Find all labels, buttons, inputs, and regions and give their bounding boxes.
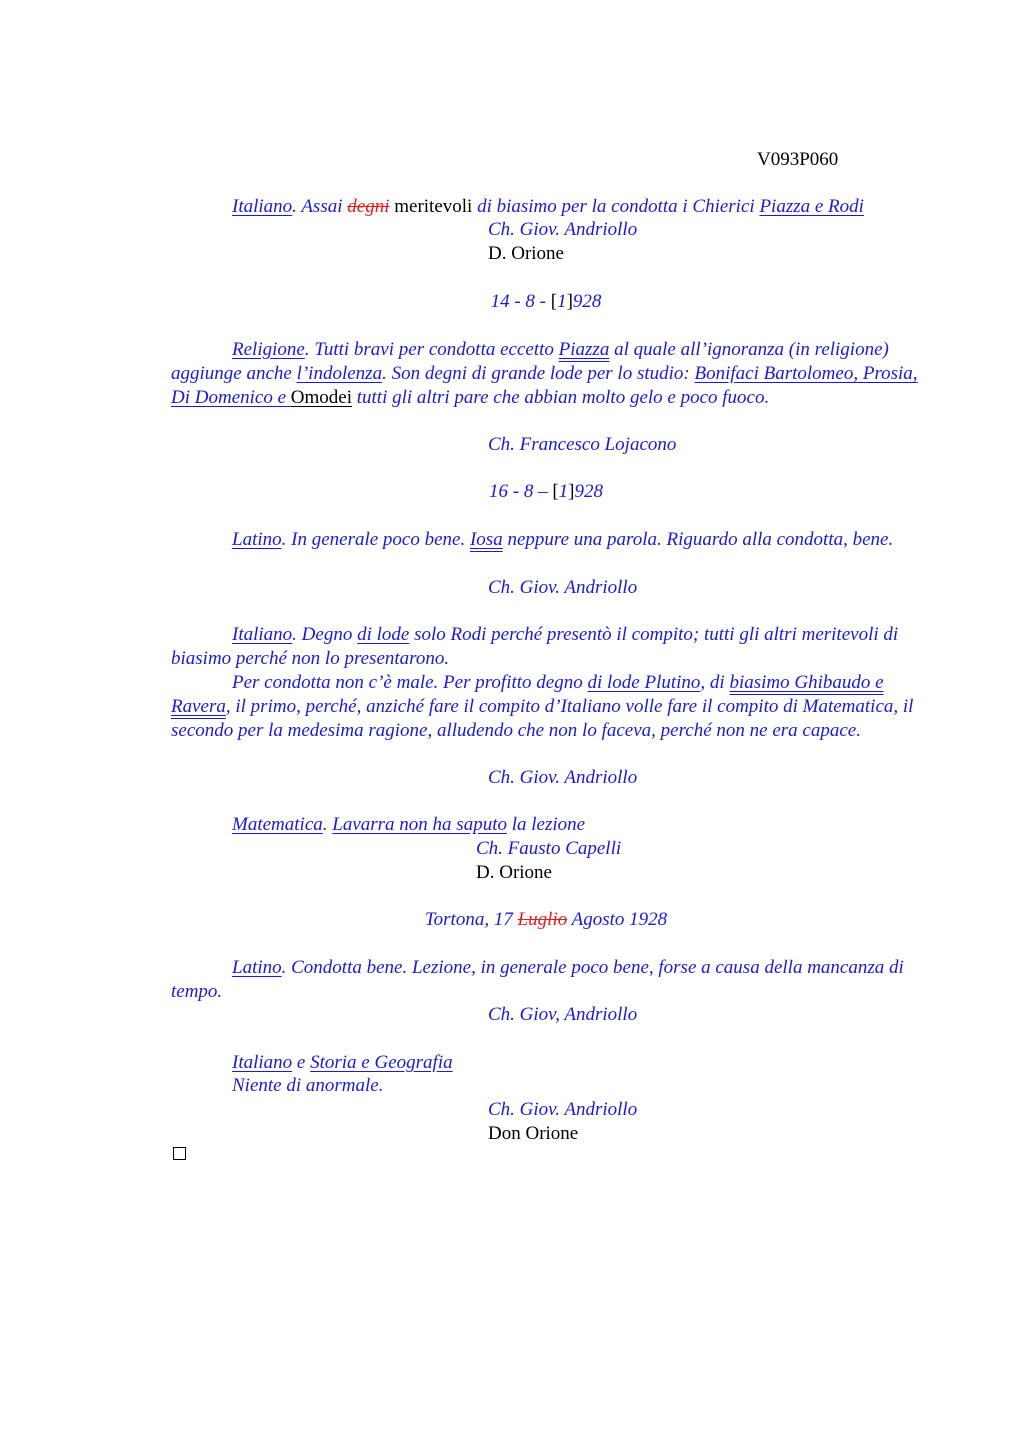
name: Piazza [558, 339, 610, 360]
text: . Condotta bene. Lezione, in generale poco bene, forse a causa della mancanza di tempo. [171, 957, 904, 1002]
page-id: V093P060 [757, 149, 839, 170]
names: Piazza e Rodi [759, 196, 864, 217]
date-text: 1 [557, 291, 567, 312]
text: . Assai [292, 196, 348, 217]
signature: Ch. Giov. Andriollo [488, 219, 638, 240]
text: di biasimo per la condotta i Chierici [472, 196, 760, 217]
entry-italiano-storia [171, 1051, 921, 1075]
subject-label: Latino [232, 957, 282, 978]
subject-label: Latino [232, 529, 282, 550]
date-text: 928 [574, 481, 603, 502]
subject-label: Religione [232, 339, 305, 360]
phrase: biasimo Ghibaudo e Ravera [171, 672, 884, 717]
text: al quale all’ignoranza (in religione) aggiunge anche [171, 339, 889, 384]
date-text: 14 - 8 - [490, 291, 551, 312]
struck-text: degni [347, 196, 390, 217]
entry-latino-1 [171, 528, 921, 552]
text: la lezione [506, 814, 586, 835]
date-text: 1 [558, 481, 569, 502]
name: Iosa [469, 529, 503, 550]
signature: Ch. Francesco Lojacono [488, 434, 677, 455]
text: e [292, 1052, 311, 1073]
entry-latino-2 [171, 956, 921, 1004]
text: . Tutti bravi per condotta eccetto [304, 339, 559, 360]
signature-orione: D. Orione [488, 243, 564, 264]
signature: Ch. Giov. Andriollo [488, 577, 638, 598]
date-text: 16 - 8 – [489, 481, 553, 502]
text: . Son degni di grande lode per lo studio: [382, 363, 695, 384]
term: l’indolenza [296, 363, 383, 384]
date-text: 928 [572, 291, 602, 312]
subject-label: Italiano [232, 196, 293, 217]
signature-orione: D. Orione [476, 862, 552, 883]
entry-text: Niente di anormale. [232, 1075, 384, 1096]
signature: Ch. Giov. Andriollo [488, 1099, 638, 1120]
text: . In generale poco bene. [281, 529, 470, 550]
struck-text: Luglio [517, 909, 568, 930]
entry-italiano-1 [171, 195, 921, 219]
subject-label: Matematica [232, 814, 323, 835]
entry-italiano-2 [171, 623, 921, 671]
date-text: Agosto 1928 [567, 909, 668, 930]
bracket: [ [552, 481, 559, 502]
bracket: [ [550, 291, 558, 312]
entry-religione [171, 338, 921, 410]
entry-italiano-2-paragraph [171, 671, 921, 743]
name-inserted: Omodei [290, 387, 352, 408]
signature: Ch. Fausto Capelli [476, 838, 622, 859]
bracket: ] [568, 481, 575, 502]
checkbox-square-icon [173, 1147, 186, 1160]
phrase: Lavarra non ha saputo [332, 814, 507, 835]
subject-label: Italiano [232, 1052, 293, 1073]
subject-label: Italiano [232, 624, 293, 645]
phrase: di lode Plutino [587, 672, 701, 693]
subject [232, 196, 864, 217]
names: Bonifaci Bartolomeo, Prosia, Di Domenico e [171, 363, 918, 408]
date-text: Tortona, 17 [424, 909, 518, 930]
bracket: ] [566, 291, 573, 312]
inserted-text: meritevoli [389, 196, 473, 217]
text: tutti gli altri pare che abbian molto gelo e poco fuoco. [352, 387, 770, 408]
date-line [171, 290, 921, 314]
date-line [171, 908, 921, 932]
text: Per condotta non c’è male. Per profitto degno [232, 672, 588, 693]
signature-orione: Don Orione [488, 1123, 579, 1144]
text: solo Rodi perché presentò il compito; tutti gli altri meritevoli di biasimo perché non lo presentarono. [171, 624, 899, 669]
signature: Ch. Giov, Andriollo [488, 1004, 638, 1025]
subject-label: Storia e Geografia [310, 1052, 453, 1073]
date-line [171, 480, 921, 504]
text: neppure una parola. Riguardo alla condotta, bene. [502, 529, 894, 550]
text: , il primo, perché, anziché fare il compito d’Italiano volle fare il compito di Matematica, il secondo per la medesima ragione, alludendo che non lo faceva, perché non ne era capace. [171, 696, 914, 741]
text: . [322, 814, 333, 835]
entry-matematica [171, 813, 921, 837]
text: . Degno [292, 624, 358, 645]
text: , di [700, 672, 730, 693]
signature: Ch. Giov. Andriollo [488, 767, 638, 788]
phrase: di lode [357, 624, 410, 645]
